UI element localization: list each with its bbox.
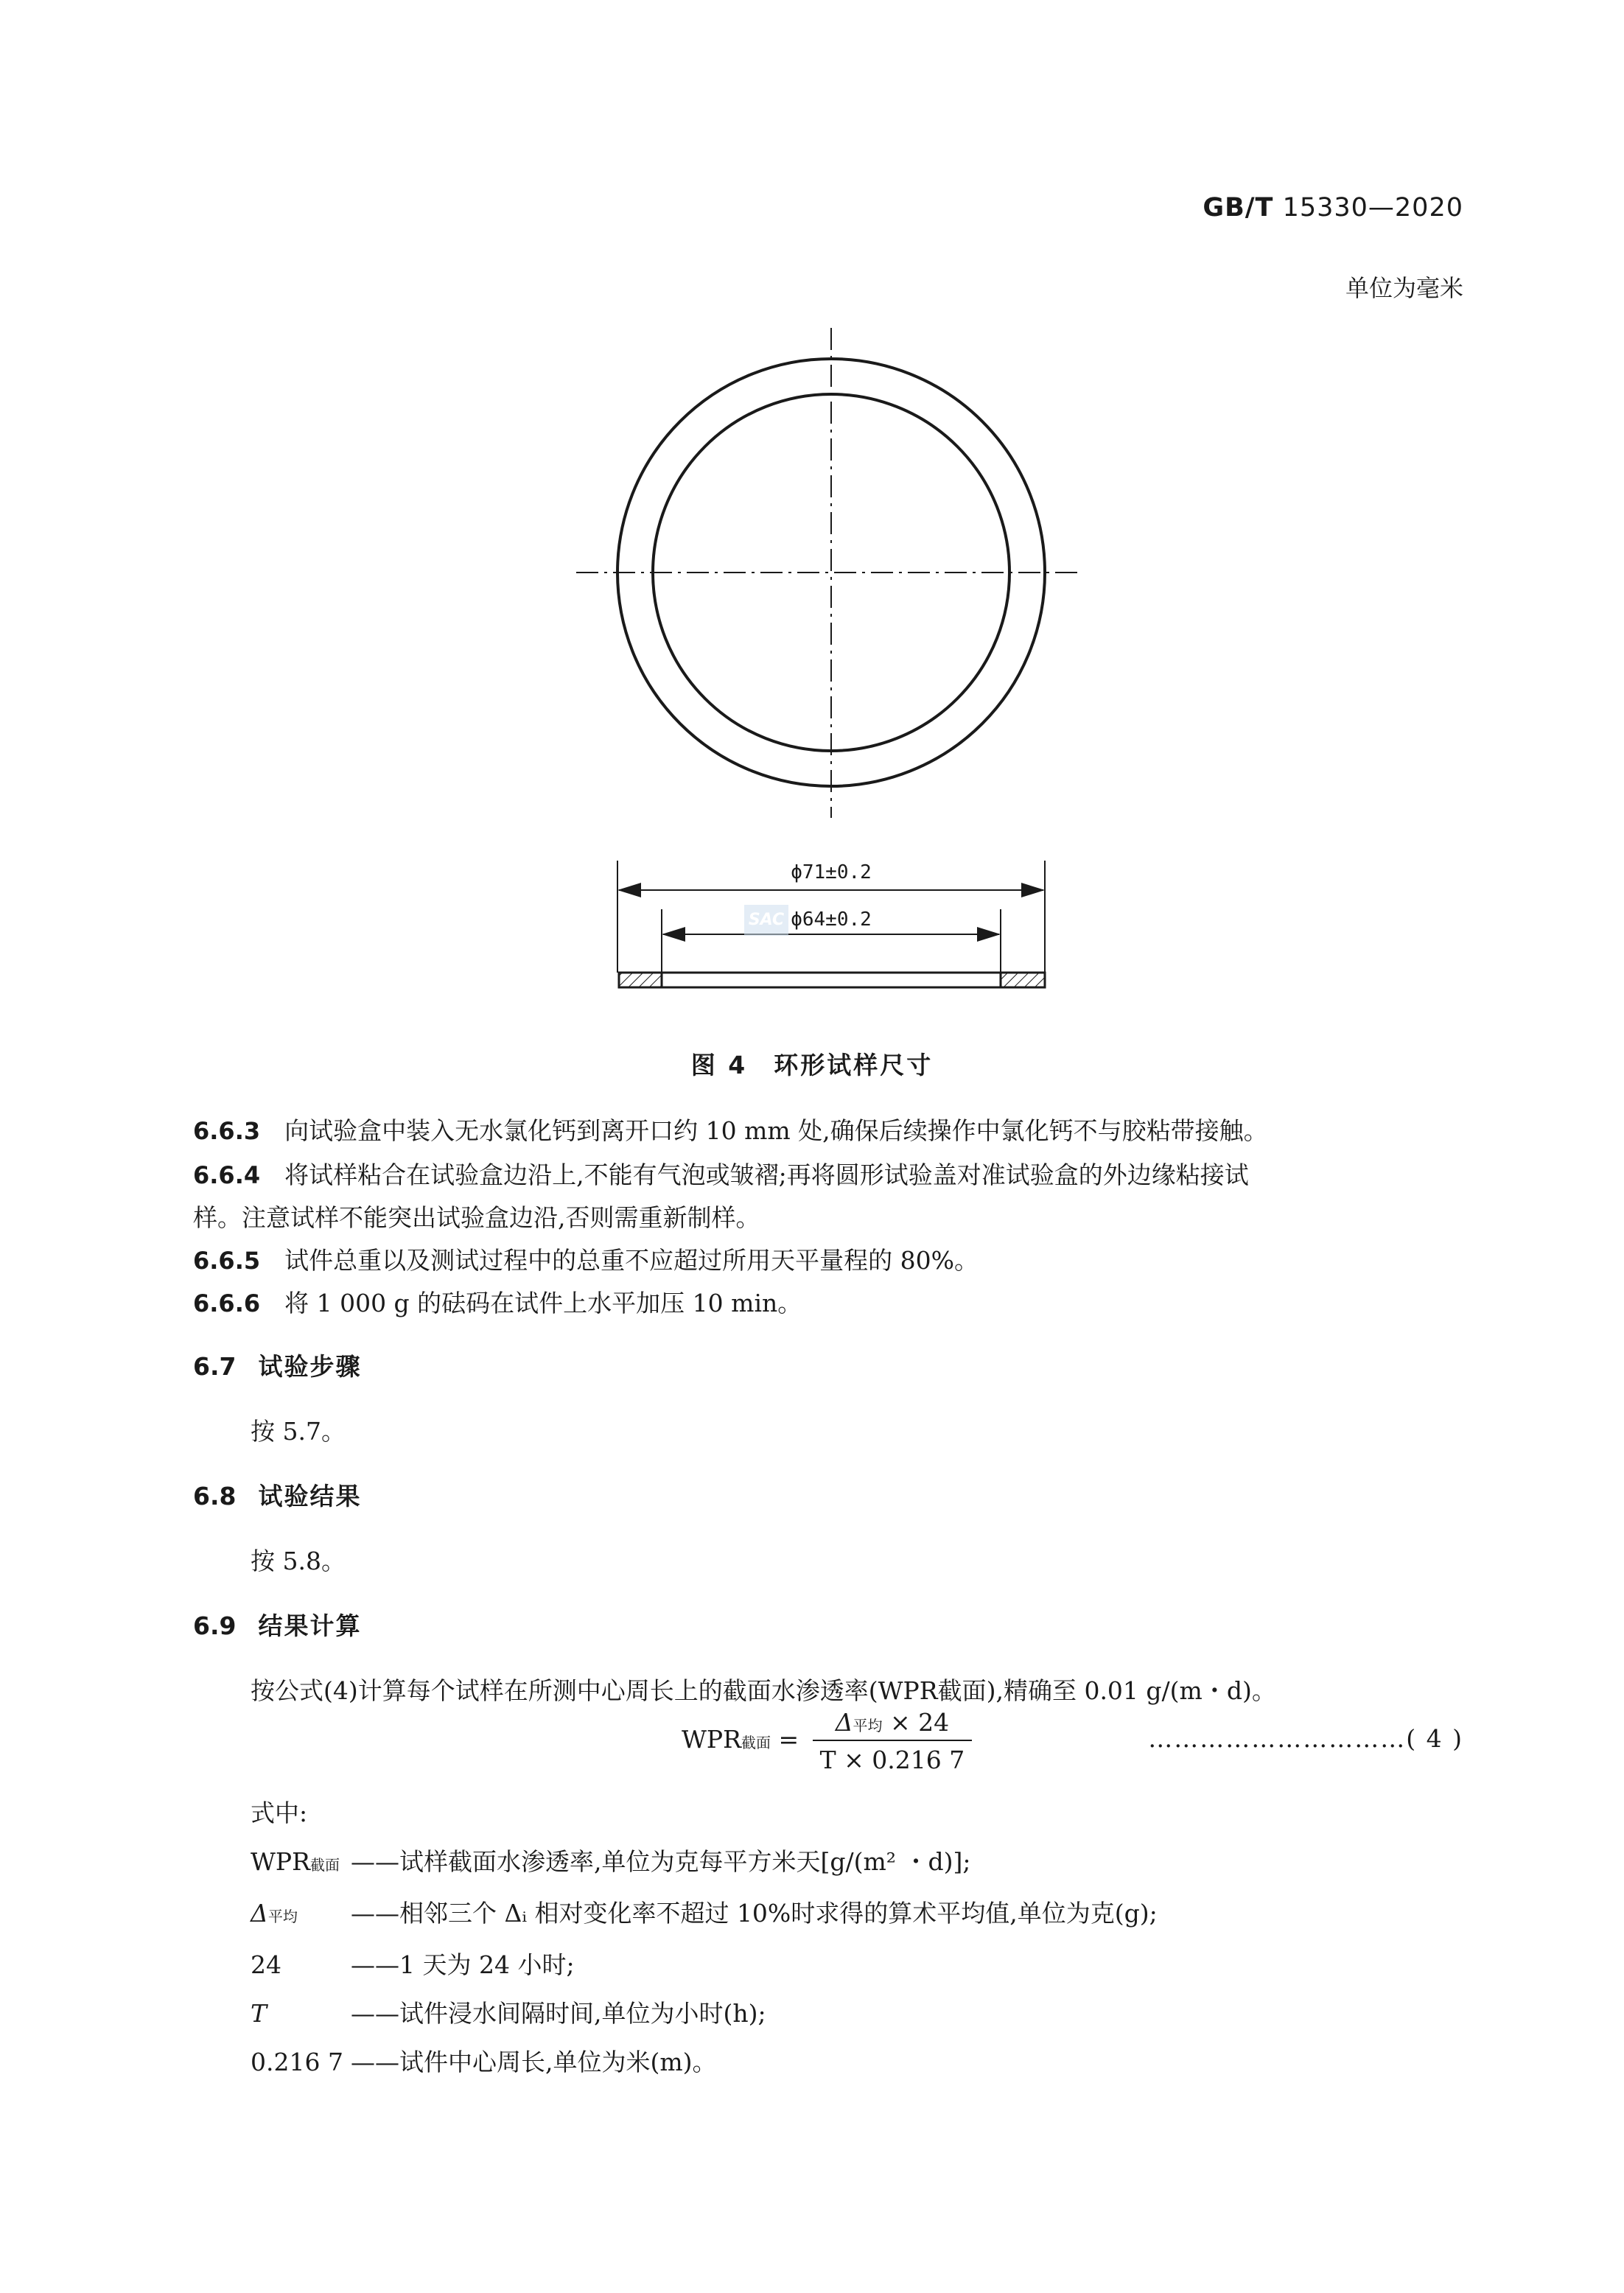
section-body [619,973,1045,987]
clause-6-6-3: 6.6.3 向试验盒中装入无水氯化钙到离开口约 10 mm 处,确保后续操作中氯化钙不与胶粘带接触。 [193,1116,1268,1145]
clause-6-6-4: 6.6.4 将试样粘合在试验盒边沿上,不能有气泡或皱褶;再将圆形试验盖对准试验盒的外边缘粘接试 样。注意试样不能突出试验盒边沿,否则需重新制样。 [193,1160,1249,1232]
definition-row: WPR截面 ——试样截面水渗透率,单位为克每平方米天[g/(m² ・d)]; [251,1847,971,1876]
standard-number: GB/T 15330—2020 [1203,193,1463,223]
unit-note: 单位为毫米 [1345,274,1463,302]
section-hatch-left [619,973,662,987]
clause-6-6-5: 6.6.5 试件总重以及测试过程中的总重不应超过所用天平量程的 80%。 [193,1246,979,1275]
variable-definitions [251,1789,1158,2087]
watermark-logo: SAC [744,905,788,936]
definition-row: T ——试件浸水间隔时间,单位为小时(h); [251,1999,766,2028]
outer-diameter-label: ϕ71±0.2 [791,861,872,883]
calc-intro: 按公式(4)计算每个试样在所测中心周长上的截面水渗透率(WPR截面),精确至 0.01 g/(m・d)。 [251,1676,1276,1705]
equation-number: …………………………( 4 ) [1148,1724,1463,1753]
where-label: 式中: [251,1799,308,1827]
figure-caption: 图 4 环形试样尺寸 [690,1051,934,1079]
section-6-7-heading: 6.7 试验步骤 [193,1352,362,1381]
clause-6-6-6: 6.6.6 将 1 000 g 的砝码在试件上水平加压 10 min。 [193,1289,802,1317]
definition-row: Δ平均 ——相邻三个 Δᵢ 相对变化率不超过 10%时求得的算术平均值,单位为克(g); [251,1899,1158,1928]
inner-diameter-label: ϕ64±0.2 [791,909,872,931]
definition-row: 0.216 7 ——试件中心周长,单位为米(m)。 [251,2048,717,2076]
section-6-8-body: 按 5.8。 [251,1547,346,1575]
definition-row: 24 ——1 天为 24 小时; [251,1950,575,1979]
section-6-7-body: 按 5.7。 [251,1417,346,1446]
section-6-9-heading: 6.9 结果计算 [193,1611,362,1640]
section-hatch-right [1001,973,1045,987]
ring-specimen-drawing [0,0,1624,1032]
formula-4: WPR截面 = $\frac{\text{Δ平均 × 24}}{T \times 0.216 7}$ [682,1708,972,1774]
section-6-8-heading: 6.8 试验结果 [193,1482,362,1510]
